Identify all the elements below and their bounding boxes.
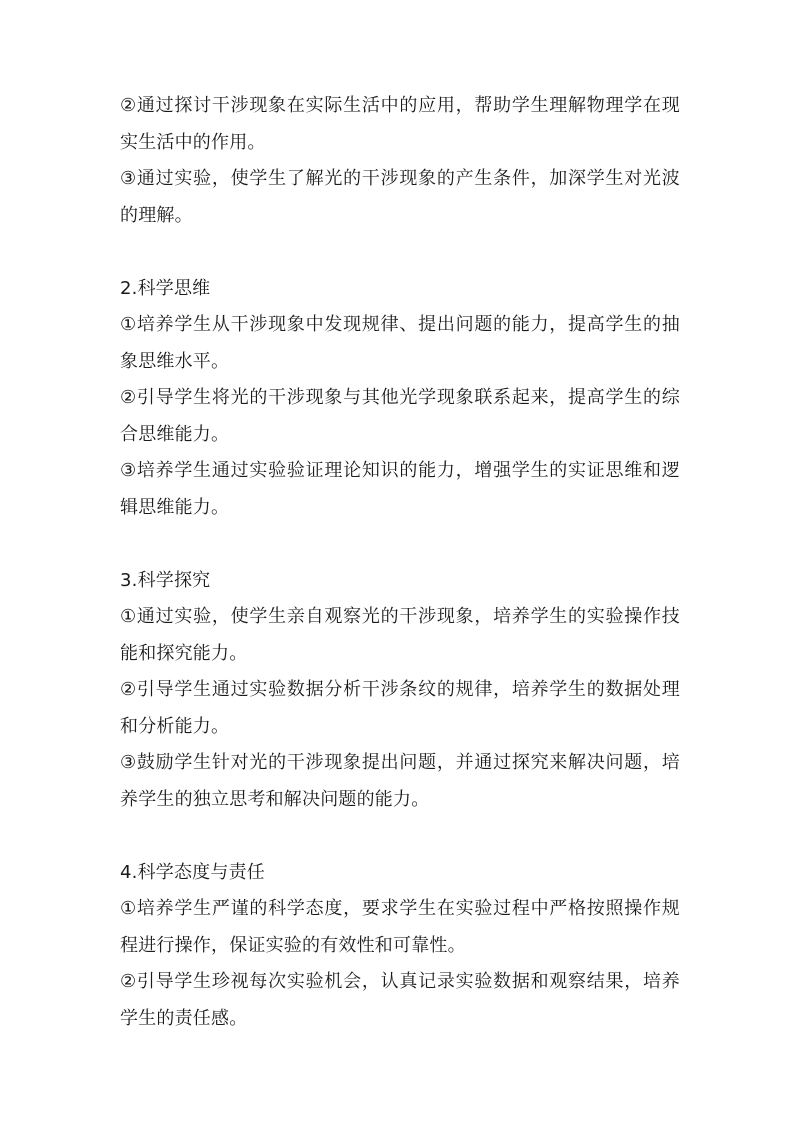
paragraph: ①培养学生从干涉现象中发现规律、提出问题的能力，提高学生的抽象思维水平。	[120, 314, 680, 372]
section-heading: 2.科学思维	[120, 277, 211, 299]
document-body	[120, 88, 680, 1037]
section-scientific-attitude	[120, 855, 680, 1038]
paragraph: ②引导学生通过实验数据分析干涉条纹的规律，培养学生的数据处理和分析能力。	[120, 679, 680, 737]
paragraph: ②引导学生将光的干涉现象与其他光学现象联系起来，提高学生的综合思维能力。	[120, 387, 680, 445]
paragraph: ③通过实验，使学生了解光的干涉现象的产生条件，加深学生对光波的理解。	[120, 168, 680, 226]
intro-block	[120, 88, 680, 234]
section-heading: 4.科学态度与责任	[120, 861, 265, 883]
section-scientific-inquiry	[120, 563, 680, 819]
paragraph: ②通过探讨干涉现象在实际生活中的应用，帮助学生理解物理学在现实生活中的作用。	[120, 95, 680, 153]
section-heading: 3.科学探究	[120, 569, 211, 591]
paragraph: ③培养学生通过实验验证理论知识的能力，增强学生的实证思维和逻辑思维能力。	[120, 460, 680, 518]
paragraph: ③鼓励学生针对光的干涉现象提出问题，并通过探究来解决问题，培养学生的独立思考和解决问题的能力。	[120, 752, 680, 810]
section-scientific-thinking	[120, 271, 680, 527]
paragraph: ②引导学生珍视每次实验机会，认真记录实验数据和观察结果，培养学生的责任感。	[120, 971, 680, 1029]
paragraph: ①培养学生严谨的科学态度，要求学生在实验过程中严格按照操作规程进行操作，保证实验的有效性和可靠性。	[120, 898, 680, 956]
paragraph: ①通过实验，使学生亲自观察光的干涉现象，培养学生的实验操作技能和探究能力。	[120, 606, 680, 664]
